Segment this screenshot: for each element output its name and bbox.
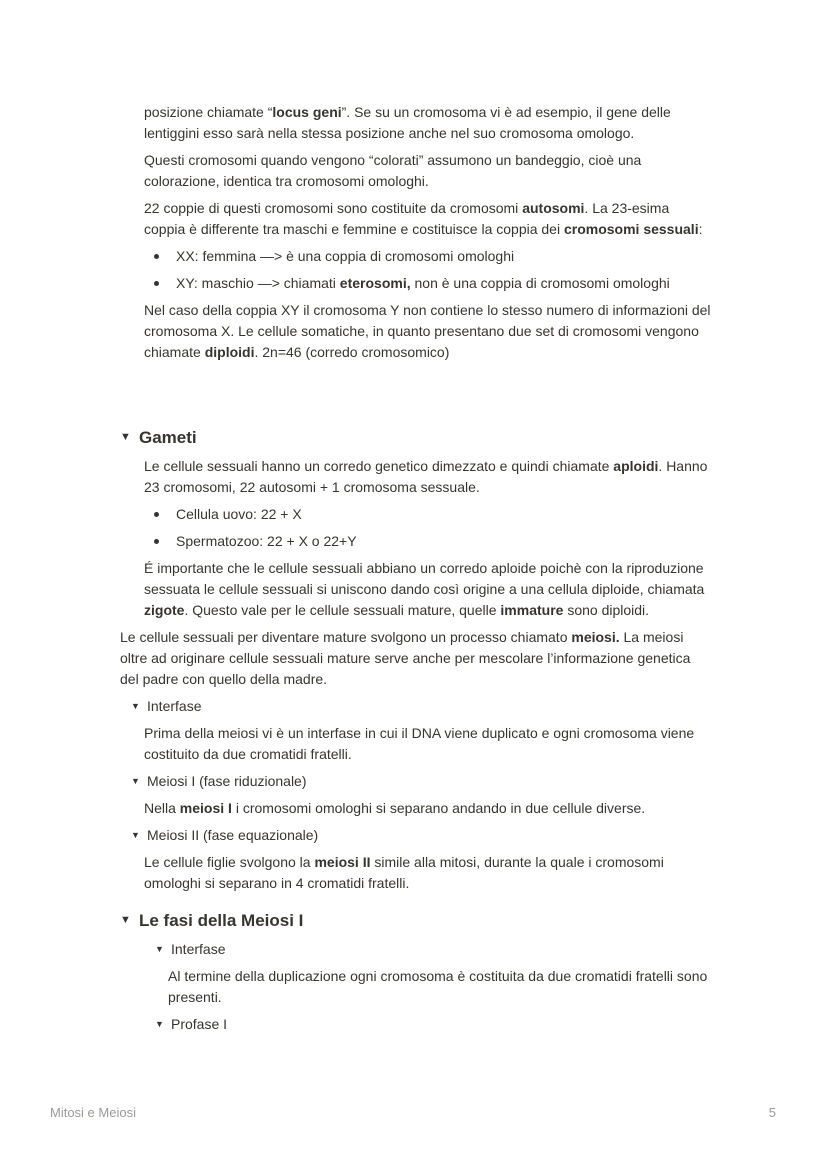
block-text bbox=[176, 531, 357, 552]
toggle-triangle-icon: ▼ bbox=[155, 1019, 164, 1029]
text-segment: aploidi bbox=[613, 458, 659, 474]
block-text bbox=[144, 852, 712, 894]
section-heading-toggle[interactable] bbox=[120, 425, 712, 450]
toggle-block[interactable] bbox=[144, 939, 712, 960]
text-segment: . La 23-esima coppia è differente tra maschi e femmine e costituisce la coppia dei bbox=[144, 200, 670, 237]
list-item bbox=[144, 504, 712, 525]
text-segment: . Hanno 23 cromosomi, 22 autosomi + 1 cromosoma sessuale. bbox=[144, 458, 708, 495]
paragraph bbox=[144, 198, 712, 240]
block-text bbox=[144, 723, 712, 765]
block-text bbox=[144, 150, 712, 192]
text-segment: simile alla mitosi, durante la quale i cromosomi omologhi si separano in 4 cromatidi fratelli. bbox=[144, 854, 664, 891]
paragraph bbox=[144, 852, 712, 894]
text-segment: locus geni bbox=[272, 104, 342, 120]
text-segment: autosomi bbox=[522, 200, 585, 216]
text-segment: sono diploidi. bbox=[563, 602, 650, 618]
text-segment: XY: maschio —> chiamati bbox=[176, 275, 340, 291]
text-segment: Cellula uovo: 22 + X bbox=[176, 506, 302, 522]
block-text bbox=[168, 966, 712, 1008]
text-segment: non è una coppia di cromosomi omologhi bbox=[410, 275, 670, 291]
toggle-triangle-icon: ▼ bbox=[155, 944, 164, 954]
text-segment: Le cellule sessuali hanno un corredo genetico dimezzato e quindi chiamate bbox=[144, 458, 614, 474]
block-text bbox=[139, 908, 303, 933]
text-segment: Le fasi della Meiosi I bbox=[139, 911, 304, 930]
bullet-dot-icon bbox=[144, 531, 176, 552]
text-segment: diploidi bbox=[204, 344, 255, 360]
list-item bbox=[144, 246, 712, 267]
text-segment: . Questo vale per le cellule sessuali mature, quelle bbox=[184, 602, 501, 618]
block-text bbox=[176, 246, 514, 267]
text-segment: meiosi. bbox=[571, 629, 620, 645]
text-segment: Nella bbox=[144, 800, 180, 816]
block-text bbox=[171, 939, 225, 960]
toggle-block[interactable] bbox=[144, 1014, 712, 1035]
text-segment: zigote bbox=[144, 602, 185, 618]
block-text bbox=[176, 273, 670, 294]
text-segment: É importante che le cellule sessuali abbiano un corredo aploide poichè con la riproduzione sessuata le cellule sessuali si uniscono dando così origine a una cellula diploide, chiamata bbox=[144, 560, 705, 597]
text-segment: meiosi II bbox=[314, 854, 371, 870]
toggle-triangle-icon: ▼ bbox=[131, 830, 140, 840]
list-item bbox=[144, 273, 712, 294]
text-segment: La meiosi oltre ad originare cellule sessuali mature serve anche per mescolare l’informazione genetica del padre con quello della madre. bbox=[120, 629, 691, 687]
paragraph bbox=[144, 456, 712, 498]
block-text bbox=[171, 1014, 227, 1035]
footer-page-number: 5 bbox=[768, 1105, 776, 1120]
text-segment: Nel caso della coppia XY il cromosoma Y non contiene lo stesso numero di informazioni del cromosoma X. Le cellule somatiche, in quanto presentano due set di cromosomi vengono chiamate bbox=[144, 302, 711, 360]
text-segment: Al termine della duplicazione ogni cromosoma è costituita da due cromatidi fratelli sono presenti. bbox=[168, 968, 708, 1005]
footer-doc-title: Mitosi e Meiosi bbox=[50, 1105, 136, 1120]
text-segment: posizione chiamate “ bbox=[144, 104, 273, 120]
text-segment: Le cellule figlie svolgono la bbox=[144, 854, 315, 870]
paragraph bbox=[144, 798, 712, 819]
text-segment: 22 coppie di questi cromosomi sono costituite da cromosomi bbox=[144, 200, 523, 216]
text-segment: Profase I bbox=[171, 1016, 228, 1032]
text-segment: Prima della meiosi vi è un interfase in cui il DNA viene duplicato e ogni cromosoma viene costituito da due cromatidi fratelli. bbox=[144, 725, 695, 762]
text-segment: immature bbox=[500, 602, 564, 618]
list-item bbox=[144, 531, 712, 552]
text-segment: Le cellule sessuali per diventare mature svolgono un processo chiamato bbox=[120, 629, 572, 645]
block-text bbox=[147, 771, 307, 792]
paragraph bbox=[168, 966, 712, 1008]
paragraph bbox=[120, 627, 712, 690]
block-text bbox=[144, 798, 712, 819]
text-segment: meiosi I bbox=[179, 800, 232, 816]
block-text bbox=[176, 504, 302, 525]
text-segment: i cromosomi omologhi si separano andando in due cellule diverse. bbox=[231, 800, 646, 816]
text-segment: . 2n=46 (corredo cromosomico) bbox=[254, 344, 450, 360]
toggle-triangle-icon: ▼ bbox=[131, 701, 140, 711]
toggle-block[interactable] bbox=[120, 825, 712, 846]
paragraph bbox=[144, 558, 712, 621]
section-heading-toggle[interactable] bbox=[120, 908, 712, 933]
text-segment: Interfase bbox=[171, 941, 226, 957]
toggle-triangle-icon: ▼ bbox=[120, 431, 131, 443]
toggle-block[interactable] bbox=[120, 696, 712, 717]
text-segment: ”. Se su un cromosoma vi è ad esempio, il gene delle lentiggini esso sarà nella stessa posizione anche nel suo cromosoma omologo. bbox=[144, 104, 671, 141]
block-text bbox=[144, 558, 712, 621]
bullet-dot-icon bbox=[144, 273, 176, 294]
block-text bbox=[144, 198, 712, 240]
bullet-dot-icon bbox=[144, 246, 176, 267]
document-content bbox=[120, 96, 712, 1041]
text-segment: Meiosi I (fase riduzionale) bbox=[147, 773, 307, 789]
paragraph bbox=[144, 102, 712, 144]
block-text bbox=[147, 825, 318, 846]
block-text bbox=[144, 456, 712, 498]
block-text bbox=[144, 300, 712, 363]
block-text bbox=[147, 696, 201, 717]
toggle-block[interactable] bbox=[120, 771, 712, 792]
paragraph bbox=[144, 723, 712, 765]
spacer bbox=[120, 369, 712, 411]
paragraph bbox=[144, 150, 712, 192]
text-segment: cromosomi sessuali bbox=[563, 221, 699, 237]
text-segment: XX: femmina —> è una coppia di cromosomi omologhi bbox=[176, 248, 515, 264]
text-segment: Interfase bbox=[147, 698, 202, 714]
block-text bbox=[139, 425, 197, 450]
toggle-triangle-icon: ▼ bbox=[120, 914, 131, 926]
text-segment: Meiosi II (fase equazionale) bbox=[147, 827, 319, 843]
text-segment: eterosomi, bbox=[339, 275, 411, 291]
toggle-triangle-icon: ▼ bbox=[131, 776, 140, 786]
text-segment: Spermatozoo: 22 + X o 22+Y bbox=[176, 533, 357, 549]
block-text bbox=[120, 627, 712, 690]
text-segment: Questi cromosomi quando vengono “colorati” assumono un bandeggio, cioè una colorazione, identica tra cromosomi omologhi. bbox=[144, 152, 642, 189]
bullet-dot-icon bbox=[144, 504, 176, 525]
text-segment: Gameti bbox=[139, 428, 197, 447]
block-text bbox=[144, 102, 712, 144]
text-segment: : bbox=[698, 221, 703, 237]
paragraph bbox=[144, 300, 712, 363]
